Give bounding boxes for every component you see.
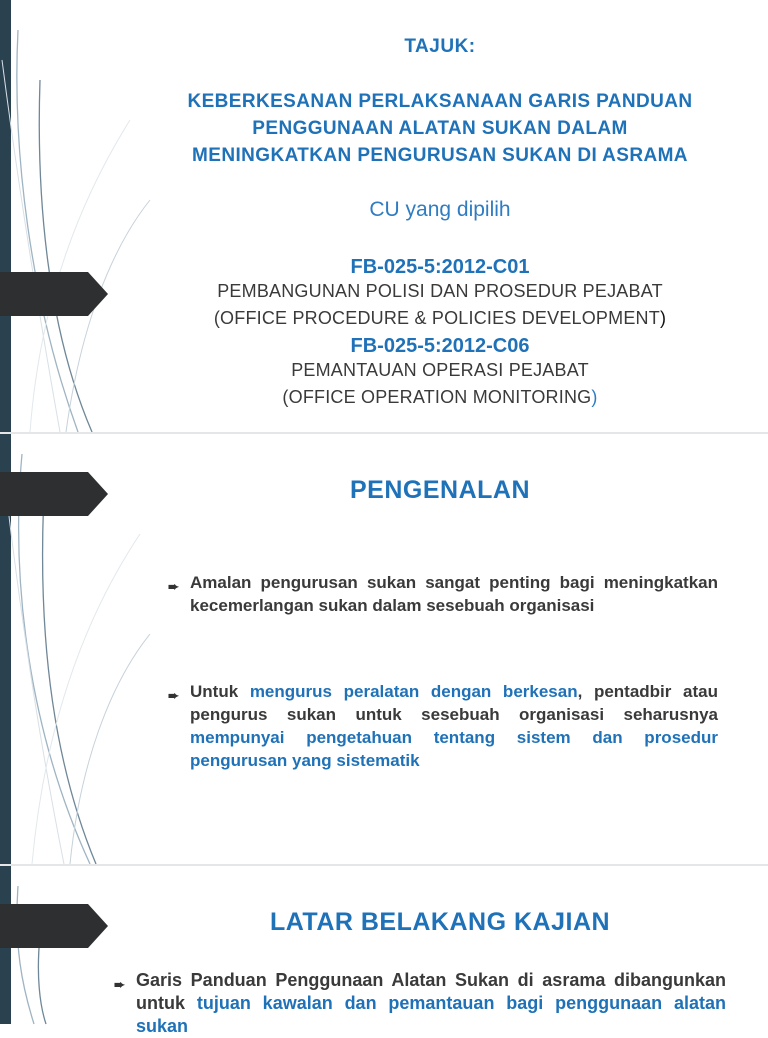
page-title [140,88,740,169]
tajuk-label: TAJUK: [404,36,476,57]
bullet-text: Untuk [190,682,250,701]
highlighted-text: mempunyai pengetahuan tentang sistem dan prosedur pengurusan yang sistematik [190,728,718,770]
list-item [114,969,726,1038]
closing-paren: ) [659,308,667,328]
highlighted-text: mengurus peralatan dengan berkesan [249,682,578,701]
bullet-text: Garis Panduan Penggunaan Alatan Sukan di asrama dibangunkan untuk [136,970,726,1013]
highlighted-text: tujuan kawalan dan pemantauan bagi penggunaan alatan sukan [136,993,726,1036]
bullet-text: , pentadbir atau pengurus sukan untuk sesebuah organisasi seharusnya [190,682,718,724]
title-line: PENGGUNAAN ALATAN SUKAN DALAM [252,118,628,139]
section-heading: LATAR BELAKANG KAJIAN [269,908,611,936]
slide-pengenalan [0,434,768,864]
cu-code-1-english [140,308,740,329]
title-line: MENINGKATKAN PENGURUSAN SUKAN DI ASRAMA [192,145,688,166]
right-arrow-bullet-icon: ➨ [114,977,125,992]
list-item [168,571,718,617]
bullet-text: Amalan pengurusan sukan sangat penting bagi meningkatkan kecemerlangan sukan dalam sesebuah organisasi [190,573,718,615]
list-item [168,680,718,772]
section-heading: PENGENALAN [349,476,530,504]
title-line: KEBERKESANAN PERLAKSANAAN GARIS PANDUAN [187,91,693,112]
slide-latar-belakang [0,866,768,1036]
english-text: (OFFICE OPERATION MONITORING [282,387,592,407]
chevron-arrow-banner [0,472,108,516]
cu-code-1: FB-025-5:2012-C01 [350,256,530,278]
cu-code-2: FB-025-5:2012-C06 [350,335,530,357]
cu-code-2-malay: PEMANTAUAN OPERASI PEJABAT [291,360,589,380]
slide-title [0,0,768,432]
decorative-curves [0,0,160,432]
cu-code-2-english [140,387,740,408]
chevron-arrow-banner [0,272,108,316]
chevron-arrow-banner [0,904,108,948]
cu-code-1-malay: PEMBANGUNAN POLISI DAN PROSEDUR PEJABAT [217,281,663,301]
closing-paren: ) [591,387,598,407]
right-arrow-bullet-icon: ➨ [168,688,179,703]
cu-label: CU yang dipilih [369,198,511,221]
english-text: (OFFICE PROCEDURE & POLICIES DEVELOPMENT [213,308,660,328]
right-arrow-bullet-icon: ➨ [168,579,179,594]
